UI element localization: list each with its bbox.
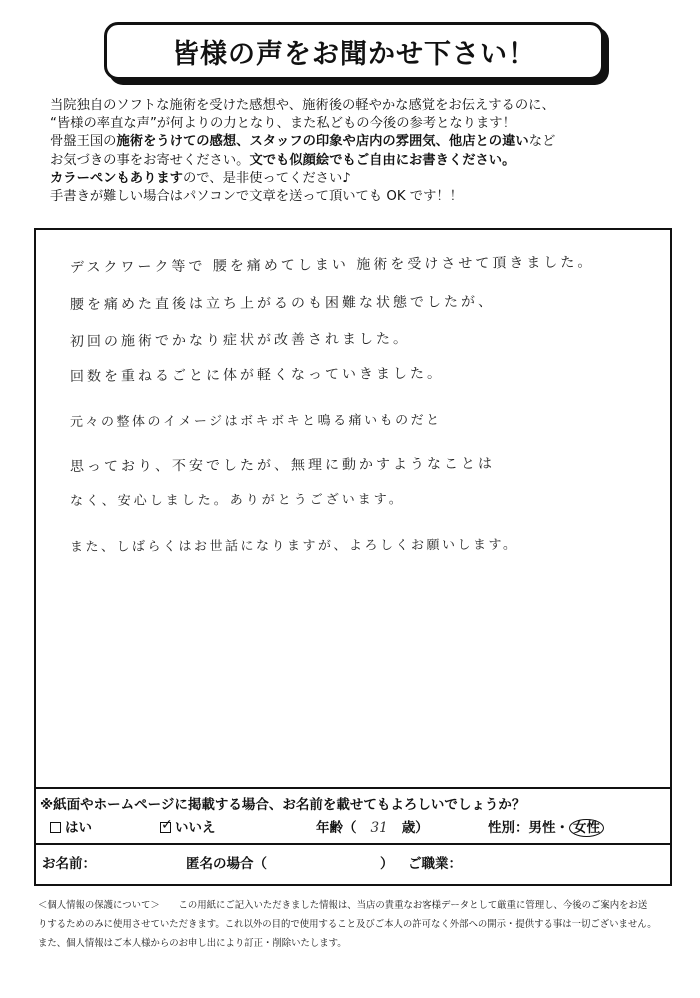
privacy-notice [38,896,678,953]
handwritten-line: 初回の施術でかなり症状が改善されました。 [69,331,411,350]
gender-separator: ・ [555,820,569,836]
intro-line-4 [50,152,670,170]
privacy-line-1: ＜個人情報の保護について＞ この用紙にご記入いただきました情報は、当店の貴重なお客様データとして厳重に管理し、今後のご案内をお送 [38,900,648,911]
intro-line-2: “皆様の率直な声”が何よりの力となり、また私どもの今後の参考となります！ [50,116,516,132]
intro-text [50,97,670,206]
age-value[interactable]: 31 [370,820,388,836]
job-label: ご職業： [408,856,462,872]
intro-line-3a: 骨盤王国の [50,134,117,150]
handwritten-comment [69,254,660,559]
intro-line-3c: など [528,134,556,150]
intro-line-5a: カラーペンもあります [50,170,183,186]
consent-yes[interactable] [50,816,92,836]
handwritten-line: デスクワーク等で 腰を痛めてしまい 施術を受けさせて頂きました。 [69,254,595,276]
page-title: 皆様の声をお聞かせ下さい！ [172,38,536,70]
divider [34,843,672,845]
intro-line-6: 手書きが難しい場合はパソコンで文章を送って頂いても OK です！！ [50,188,463,204]
gender-male-option[interactable]: 男性 [528,820,556,836]
age-label: 年齢（ [316,820,357,836]
intro-line-3 [50,133,670,151]
privacy-line-3: また、個人情報はご本人様からのお申し出により訂正・削除いたします。 [38,938,347,949]
consent-question: ※紙面やホームページに掲載する場合、お名前を載せてもよろしいでしょうか？ [40,797,526,813]
no-checkbox[interactable] [160,822,171,833]
handwritten-line: 元々の整体のイメージはボキボキと鳴る痛いものだと [69,413,442,430]
no-label: いいえ [175,820,216,836]
handwritten-line: 思っており、不安でしたが、無理に動かすようなことは [69,456,496,475]
intro-line-3b: 施術をうけての感想、スタッフの印象や店内の雰囲気、他店との違い [116,134,529,150]
divider [34,787,672,789]
intro-line-5 [50,170,670,188]
gender-field [488,816,604,836]
intro-line-5b: ので、是非使ってください♪ [182,170,351,186]
age-field [316,816,429,836]
consent-no[interactable] [160,816,216,836]
intro-line-1: 当院独自のソフトな施術を受けた感想や、施術後の軽やかな感覚をお伝えするのに、 [50,98,555,113]
intro-line-4b: 文でも似顔絵でもご自由にお書きください。 [249,152,516,168]
age-unit: 歳） [401,820,429,836]
title-box [104,22,604,80]
gender-female-option[interactable]: 女性 [569,819,604,837]
intro-line-4a: お気づきの事をお寄せください。 [50,152,250,168]
anon-label: 匿名の場合（ [186,856,267,872]
name-label: お名前： [42,856,96,872]
privacy-line-2: りするためのみに使用させていただきます。これ以外の目的で使用すること及びご本人の許可なく外部への開示・提供する事は一切ございません。 [38,919,657,930]
anon-close: ） [380,856,394,872]
handwritten-line: 回数を重ねるごとに体が軽くなっていきました。 [69,365,445,385]
handwritten-line: なく、安心しました。ありがとうございます。 [69,492,405,509]
yes-label: はい [65,820,92,836]
yes-checkbox[interactable] [50,822,61,833]
handwritten-line: 腰を痛めた直後は立ち上がるのも困難な状態でしたが、 [69,294,496,313]
gender-label: 性別： [488,820,529,836]
handwritten-line: また、しばらくはお世話になりますが、よろしくお願いします。 [69,537,519,555]
